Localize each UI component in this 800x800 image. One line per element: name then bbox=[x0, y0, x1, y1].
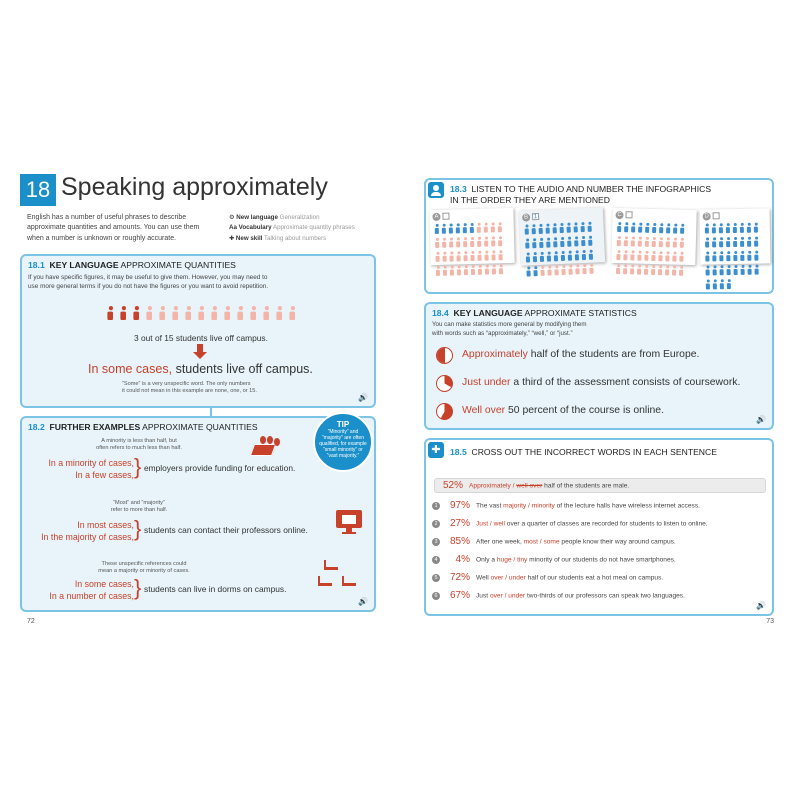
person-icon bbox=[725, 223, 730, 232]
person-icon bbox=[210, 306, 223, 328]
exercise-row-3[interactable]: 3 85% After one week, most / some people know their way around campus. bbox=[432, 536, 676, 547]
person-icon bbox=[672, 223, 677, 232]
person-icon bbox=[119, 306, 132, 328]
person-icon bbox=[567, 265, 572, 274]
person-icon bbox=[572, 222, 577, 231]
person-icon bbox=[629, 250, 634, 259]
person-icon bbox=[718, 251, 723, 260]
person-icon bbox=[615, 264, 620, 273]
person-icon bbox=[615, 250, 620, 259]
person-icon bbox=[537, 224, 542, 233]
person-icon bbox=[262, 306, 275, 328]
exercise-row-1[interactable]: 1 97% The vast majority / minority of the lecture halls have wireless internet access. bbox=[432, 500, 700, 511]
person-icon bbox=[448, 251, 453, 260]
letter-badge: C bbox=[617, 212, 622, 219]
person-icon bbox=[657, 265, 662, 274]
person-icon bbox=[184, 306, 197, 328]
person-icon bbox=[705, 279, 710, 288]
note-text: “Some” is a very unspecific word. The only numbers it could not mean in this example are none, one, or 15. bbox=[122, 381, 257, 394]
answer-box[interactable]: 1 bbox=[533, 214, 538, 221]
person-icon bbox=[567, 251, 572, 260]
person-icon bbox=[132, 306, 145, 328]
person-icon bbox=[469, 237, 474, 246]
person-icon bbox=[483, 223, 488, 232]
section-18-5 bbox=[424, 438, 774, 616]
people-grid bbox=[523, 221, 601, 280]
example-note: These unspecific references could mean a majority or minority of cases. bbox=[98, 561, 190, 574]
person-icon bbox=[704, 223, 709, 232]
page-number-left: 72 bbox=[27, 618, 35, 625]
arrow-down-icon bbox=[197, 344, 203, 352]
example-sentence: students can live in dorms on campus. bbox=[144, 584, 287, 594]
infographic-card-d[interactable] bbox=[700, 208, 771, 264]
person-icon bbox=[560, 265, 565, 274]
infographic-card-a[interactable] bbox=[429, 208, 514, 265]
section-text: You can make statistics more general by modifying them with words such as “approximately,” “well,” or “just.” bbox=[432, 321, 587, 337]
bed-icon bbox=[318, 576, 332, 586]
infographic-card-c[interactable] bbox=[611, 208, 696, 265]
person-icon bbox=[588, 264, 593, 273]
audio-speaker-icon[interactable]: 🔊 bbox=[756, 601, 766, 610]
person-icon bbox=[483, 237, 488, 246]
person-icon bbox=[476, 251, 481, 260]
person-icon bbox=[719, 279, 724, 288]
person-icon bbox=[455, 251, 460, 260]
intro-text: English has a number of useful phrases to describe approximate quantities and amounts. You can use them when a number is unknown or roughly accurate. bbox=[27, 214, 200, 242]
section-header: 18.3 LISTEN TO THE AUDIO AND NUMBER THE INFOGRAPHICS IN THE ORDER THEY ARE MENTIONED bbox=[450, 184, 712, 205]
person-icon bbox=[753, 265, 758, 274]
person-icon bbox=[544, 224, 549, 233]
tip-heading: TIP bbox=[336, 420, 350, 429]
person-icon bbox=[462, 237, 467, 246]
person-icon bbox=[553, 265, 558, 274]
section-18-4 bbox=[424, 302, 774, 430]
person-icon bbox=[448, 237, 453, 246]
person-icon bbox=[658, 237, 663, 246]
person-icon bbox=[524, 238, 529, 247]
person-icon bbox=[456, 265, 461, 274]
person-icon bbox=[711, 237, 716, 246]
person-icon bbox=[491, 264, 496, 273]
audio-speaker-icon[interactable]: 🔊 bbox=[358, 597, 368, 606]
example-note: A minority is less than half, but often refers to much less than half. bbox=[96, 438, 182, 451]
exercise-row-4[interactable]: 4 4% Only a huge / tiny minority of our students do not have smartphones. bbox=[432, 554, 676, 565]
answer-box[interactable] bbox=[625, 211, 632, 218]
person-icon bbox=[538, 238, 543, 247]
person-icon bbox=[539, 252, 544, 261]
person-icon bbox=[753, 251, 758, 260]
person-icon bbox=[574, 264, 579, 273]
pie-third-icon bbox=[436, 375, 453, 392]
person-icon bbox=[630, 222, 635, 231]
person-icon bbox=[704, 251, 709, 260]
puzzle-icon: ✚ bbox=[229, 234, 235, 242]
person-icon bbox=[523, 224, 528, 233]
gear-icon: ⚙ bbox=[229, 214, 235, 221]
person-icon bbox=[718, 237, 723, 246]
person-icon bbox=[679, 238, 684, 247]
person-icon bbox=[462, 251, 467, 260]
person-icon bbox=[288, 306, 301, 328]
person-icon bbox=[483, 251, 488, 260]
person-icon bbox=[558, 223, 563, 232]
example-sentence: students can contact their professors online. bbox=[144, 525, 308, 535]
section-header: 18.4 KEY LANGUAGE APPROXIMATE STATISTICS bbox=[432, 308, 637, 318]
brace: } bbox=[134, 575, 142, 600]
section-header: 18.2 FURTHER EXAMPLES APPROXIMATE QUANTITIES bbox=[28, 422, 258, 432]
person-icon bbox=[587, 236, 592, 245]
bed-icon bbox=[342, 576, 356, 586]
exercise-row-6[interactable]: 6 67% Just over / under two-thirds of our professors can speak two languages. bbox=[432, 590, 685, 601]
person-icon bbox=[455, 237, 460, 246]
person-icon bbox=[469, 251, 474, 260]
people-grid bbox=[434, 222, 511, 280]
person-icon bbox=[711, 223, 716, 232]
person-icon bbox=[223, 306, 236, 328]
person-icon bbox=[497, 236, 502, 245]
person-icon bbox=[145, 306, 158, 328]
person-icon bbox=[746, 237, 751, 246]
page-number-right: 73 bbox=[766, 618, 774, 625]
person-icon bbox=[665, 223, 670, 232]
section-18-3 bbox=[424, 178, 774, 294]
letters-icon: Aa bbox=[229, 224, 237, 232]
person-icon bbox=[643, 265, 648, 274]
answer-box[interactable] bbox=[713, 212, 720, 219]
brace: } bbox=[134, 516, 142, 541]
example-row: 52% Approximately / well over half of the students are male. bbox=[434, 478, 766, 493]
person-icon bbox=[664, 265, 669, 274]
person-icon bbox=[490, 250, 495, 259]
person-icon bbox=[753, 223, 758, 232]
person-icon bbox=[497, 222, 502, 231]
person-icon bbox=[463, 265, 468, 274]
people-grid bbox=[615, 222, 692, 280]
person-icon bbox=[679, 224, 684, 233]
section-text: If you have specific figures, it may be useful to give them. However, you may need to use more general terms if you do not have the figures or you want to avoid repetition. bbox=[28, 274, 269, 290]
exercise-row-5[interactable]: 5 72% Well over / under half of our students eat a hot meal on campus. bbox=[432, 572, 663, 583]
person-icon bbox=[441, 224, 446, 233]
person-icon bbox=[629, 264, 634, 273]
person-icon bbox=[197, 306, 210, 328]
person-icon bbox=[712, 279, 717, 288]
people-infographic bbox=[106, 306, 301, 326]
answer-box[interactable] bbox=[442, 213, 449, 220]
person-icon bbox=[623, 222, 628, 231]
person-icon bbox=[545, 238, 550, 247]
person-icon bbox=[477, 265, 482, 274]
person-icon bbox=[525, 266, 530, 275]
person-icon bbox=[637, 223, 642, 232]
person-icon bbox=[546, 265, 551, 274]
person-icon bbox=[622, 250, 627, 259]
person-icon bbox=[739, 223, 744, 232]
person-icon bbox=[579, 222, 584, 231]
person-icon bbox=[551, 223, 556, 232]
person-icon bbox=[746, 251, 751, 260]
person-icon bbox=[588, 250, 593, 259]
tip-bubble bbox=[313, 412, 373, 472]
person-icon bbox=[650, 251, 655, 260]
person-icon bbox=[636, 265, 641, 274]
computer-mail-icon bbox=[336, 510, 362, 534]
person-icon bbox=[704, 237, 709, 246]
person-icon bbox=[539, 266, 544, 275]
person-icon bbox=[532, 266, 537, 275]
person-icon bbox=[553, 251, 558, 260]
person-icon bbox=[650, 265, 655, 274]
person-icon bbox=[566, 237, 571, 246]
section-header: 18.1 KEY LANGUAGE APPROXIMATE QUANTITIES bbox=[28, 260, 236, 270]
person-icon bbox=[441, 252, 446, 261]
person-icon bbox=[581, 264, 586, 273]
person-icon bbox=[275, 306, 288, 328]
person-icon bbox=[616, 236, 621, 245]
person-icon bbox=[442, 266, 447, 275]
person-icon bbox=[651, 237, 656, 246]
person-icon bbox=[732, 265, 737, 274]
person-icon bbox=[434, 224, 439, 233]
person-icon bbox=[586, 222, 591, 231]
person-icon bbox=[622, 264, 627, 273]
person-icon bbox=[531, 238, 536, 247]
arrow-down-head bbox=[193, 352, 207, 359]
example-phrases: In most cases, In the majority of cases, bbox=[41, 520, 134, 542]
letter-badge: B bbox=[522, 213, 530, 221]
person-icon bbox=[484, 265, 489, 274]
person-icon bbox=[560, 251, 565, 260]
person-icon bbox=[725, 251, 730, 260]
person-icon bbox=[476, 223, 481, 232]
person-icon bbox=[753, 237, 758, 246]
person-icon bbox=[644, 223, 649, 232]
person-icon bbox=[739, 265, 744, 274]
statistic-sentence: Well over 50 percent of the course is online. bbox=[462, 405, 664, 416]
person-icon bbox=[616, 222, 621, 231]
person-icon bbox=[671, 251, 676, 260]
person-icon bbox=[719, 265, 724, 274]
infographic-card-b[interactable] bbox=[519, 207, 605, 266]
unit-meta: ⚙ New language Generalization Aa Vocabulary Approximate quantity phrases ✚ New skill Talking about numbers bbox=[229, 214, 355, 242]
person-icon bbox=[434, 238, 439, 247]
person-icon bbox=[580, 236, 585, 245]
person-icon bbox=[643, 251, 648, 260]
person-icon bbox=[462, 223, 467, 232]
statement-text: 3 out of 15 students live off campus. bbox=[134, 333, 268, 343]
person-icon bbox=[630, 236, 635, 245]
person-icon bbox=[449, 265, 454, 274]
letter-badge: A bbox=[432, 213, 440, 221]
person-icon bbox=[678, 266, 683, 275]
person-icon bbox=[171, 306, 184, 328]
person-icon bbox=[490, 236, 495, 245]
person-icon bbox=[651, 223, 656, 232]
person-icon bbox=[636, 251, 641, 260]
person-icon bbox=[565, 223, 570, 232]
person-icon bbox=[469, 223, 474, 232]
tip-text: “Minority” and “majority” are often qualified, for example “small minority” or “vast majority.” bbox=[319, 429, 367, 459]
person-icon bbox=[739, 237, 744, 246]
person-icon bbox=[546, 252, 551, 261]
person-icon bbox=[532, 252, 537, 261]
person-icon bbox=[476, 237, 481, 246]
person-icon bbox=[678, 252, 683, 261]
person-icon bbox=[498, 264, 503, 273]
book-spread bbox=[0, 162, 800, 634]
person-icon bbox=[746, 265, 751, 274]
answer-sentence: In some cases, students live off campus. bbox=[88, 362, 313, 376]
person-icon bbox=[665, 237, 670, 246]
puzzle-icon: ✚ bbox=[428, 442, 444, 458]
person-icon bbox=[637, 237, 642, 246]
person-icon bbox=[497, 250, 502, 259]
statistic-sentence: Just under a third of the assessment consists of coursework. bbox=[462, 377, 741, 388]
people-grid bbox=[704, 222, 767, 293]
person-icon bbox=[726, 279, 731, 288]
audio-speaker-icon[interactable]: 🔊 bbox=[358, 393, 368, 402]
person-icon bbox=[434, 252, 439, 261]
person-icon bbox=[559, 237, 564, 246]
person-icon bbox=[657, 251, 662, 260]
person-icon bbox=[732, 237, 737, 246]
page-title: Speaking approximately bbox=[61, 173, 328, 201]
person-icon bbox=[732, 223, 737, 232]
person-icon bbox=[448, 224, 453, 233]
money-icon bbox=[252, 436, 282, 458]
person-icon bbox=[470, 265, 475, 274]
section-header: 18.5 CROSS OUT THE INCORRECT WORDS IN EACH SENTENCE bbox=[450, 447, 717, 457]
person-icon bbox=[525, 252, 530, 261]
unit-number-badge: 18 bbox=[20, 174, 56, 206]
person-icon bbox=[658, 223, 663, 232]
example-phrases: In a minority of cases, In a few cases, bbox=[48, 458, 134, 480]
example-note: “Most” and “majority” refer to more than half. bbox=[110, 500, 168, 513]
pie-half-icon bbox=[436, 347, 453, 364]
person-icon bbox=[441, 238, 446, 247]
brace: } bbox=[134, 454, 142, 479]
example-sentence: employers provide funding for education. bbox=[144, 463, 296, 473]
exercise-row-2[interactable]: 2 27% Just / well over a quarter of classes are recorded for students to listen to online. bbox=[432, 518, 708, 529]
person-icon bbox=[718, 223, 723, 232]
person-icon bbox=[671, 265, 676, 274]
person-icon bbox=[711, 251, 716, 260]
person-icon bbox=[725, 265, 730, 274]
bed-icon bbox=[324, 560, 338, 570]
person-icon bbox=[725, 237, 730, 246]
person-icon bbox=[435, 266, 440, 275]
person-icon bbox=[236, 306, 249, 328]
person-icon bbox=[732, 251, 737, 260]
person-icon bbox=[106, 306, 119, 328]
person-icon bbox=[574, 250, 579, 259]
person-icon bbox=[158, 306, 171, 328]
person-icon bbox=[623, 236, 628, 245]
example-phrases: In some cases, In a number of cases, bbox=[49, 579, 134, 601]
person-icon bbox=[552, 237, 557, 246]
section-18-1 bbox=[20, 254, 376, 408]
person-icon bbox=[490, 222, 495, 231]
letter-badge: D bbox=[704, 213, 709, 220]
person-icon bbox=[739, 251, 744, 260]
person-icon bbox=[664, 251, 669, 260]
person-icon bbox=[455, 223, 460, 232]
pie-over-half-icon bbox=[436, 403, 453, 420]
person-icon bbox=[712, 265, 717, 274]
listen-icon bbox=[428, 182, 444, 198]
person-icon bbox=[573, 236, 578, 245]
person-icon bbox=[644, 237, 649, 246]
person-icon bbox=[581, 250, 586, 259]
person-icon bbox=[705, 265, 710, 274]
person-icon bbox=[249, 306, 262, 328]
person-icon bbox=[746, 223, 751, 232]
person-icon bbox=[672, 237, 677, 246]
statistic-sentence: Approximately half of the students are from Europe. bbox=[462, 349, 700, 360]
person-icon bbox=[530, 224, 535, 233]
audio-speaker-icon[interactable]: 🔊 bbox=[756, 415, 766, 424]
